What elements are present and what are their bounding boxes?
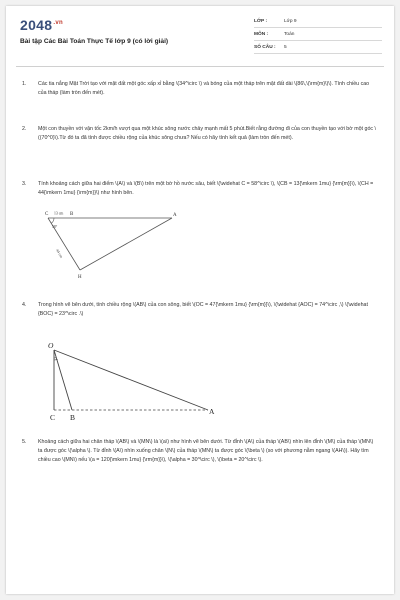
- meta-row-count: [254, 41, 382, 54]
- meta-label: LỚP :: [254, 18, 268, 24]
- segment-ha: [80, 218, 172, 270]
- question-text: Khoảng cách giữa hai chân tháp \(AB\) và \(MN\) là \(a\) như hình vẽ bên dưới. Từ đỉnh \(A\) của tháp \(AB\) nhìn lên đỉnh \(M\) của tháp \(MN\) ta được góc \(\alpha \). Từ đỉnh \(A\) nhìn xuống chân \(N\) của tháp \(MN\) ta được góc \(\beta \) (so với phương nằm ngang \(AH\)). Hãy tìm chiều cao \(MN\) nếu \(a = 120{\mkern 1mu} {\rm{m}}\), \(\alpha = 30^\circ \), \(\beta = 20^\circ \).: [38, 439, 374, 464]
- segment-ob: [54, 350, 72, 410]
- question-number: 4.: [22, 302, 27, 308]
- figure-4-river: [40, 334, 230, 426]
- meta-value: Lớp 9: [284, 18, 297, 24]
- label-h: H: [78, 275, 82, 280]
- question-number: 5.: [22, 439, 27, 445]
- label-c: C: [50, 413, 56, 422]
- document-title: Bài tập Các Bài Toán Thực Tế lớp 9 (có lời giải): [20, 38, 169, 45]
- meta-label: SỐ CÂU :: [254, 44, 276, 50]
- meta-row-subject: [254, 28, 382, 41]
- meta-row-class: [254, 15, 382, 28]
- question-number: 2.: [22, 126, 27, 132]
- label-o: O: [48, 341, 54, 350]
- site-logo[interactable]: $2048^{.vn}$: [20, 17, 63, 33]
- angle-c-arc: [51, 218, 54, 223]
- label-ch-length: 44 cm: [55, 248, 64, 259]
- question-2: [22, 125, 378, 143]
- meta-value: 5: [284, 44, 287, 50]
- label-a: A: [173, 213, 177, 218]
- question-3: [22, 180, 378, 198]
- meta-value: Toán: [284, 31, 295, 37]
- label-c: C: [45, 212, 49, 217]
- segment-oa: [54, 350, 208, 410]
- header-divider: [16, 66, 384, 67]
- label-angle-c: 58°: [52, 225, 58, 229]
- question-number: 1.: [22, 81, 27, 87]
- meta-table: [254, 15, 382, 54]
- question-text: Các tia nắng Mặt Trời tạo với mặt đất một góc xấp xỉ bằng \(34^\circ \) và bóng của một tháp trên mặt đất dài \(86\,\(\rm{m}\)\). Tính chiều cao của tháp (làm tròn đến mét).: [38, 81, 370, 97]
- label-a: A: [209, 407, 215, 416]
- label-cb-length: 13 cm: [54, 211, 64, 216]
- label-b: B: [70, 413, 76, 422]
- document-page: [6, 6, 394, 594]
- meta-label: MÔN :: [254, 31, 269, 37]
- label-b: B: [70, 212, 74, 217]
- question-number: 3.: [22, 181, 27, 187]
- figure-3-triangle: [36, 206, 186, 284]
- question-4: [22, 301, 378, 319]
- question-5: [22, 438, 378, 466]
- question-1: [22, 80, 378, 98]
- question-text: Một con thuyền với vận tốc 2km/h vượt qua một khúc sông nước chảy mạnh mất 5 phút.Biết rằng đường đi của con thuyền tạo với bờ một góc \((70^0)\).Từ đó ta đã tính được chiều rộng của khúc sông chưa? Nếu có hãy tính kết quả (làm tròn đến mét).: [38, 126, 376, 142]
- question-text: Tính khoảng cách giữa hai điểm \(A\) và \(B\) trên một bờ hồ nước sâu, biết \(\widehat C = 58^\circ \), \(CB = 13{\mkern 1mu} {\rm{m}}\), \(CH = 44{\mkern 1mu} {\rm{m}}\) như hình bên.: [38, 181, 374, 197]
- question-text: Trong hình vẽ bên dưới, tính chiều rộng \(AB\) của con sông, biết \(OC = 47{\mkern 1mu} {\rm{m}}\), \(\widehat {AOC} = 74^\circ ,\) \(\widehat {BOC} = 23^\circ .\): [38, 302, 368, 318]
